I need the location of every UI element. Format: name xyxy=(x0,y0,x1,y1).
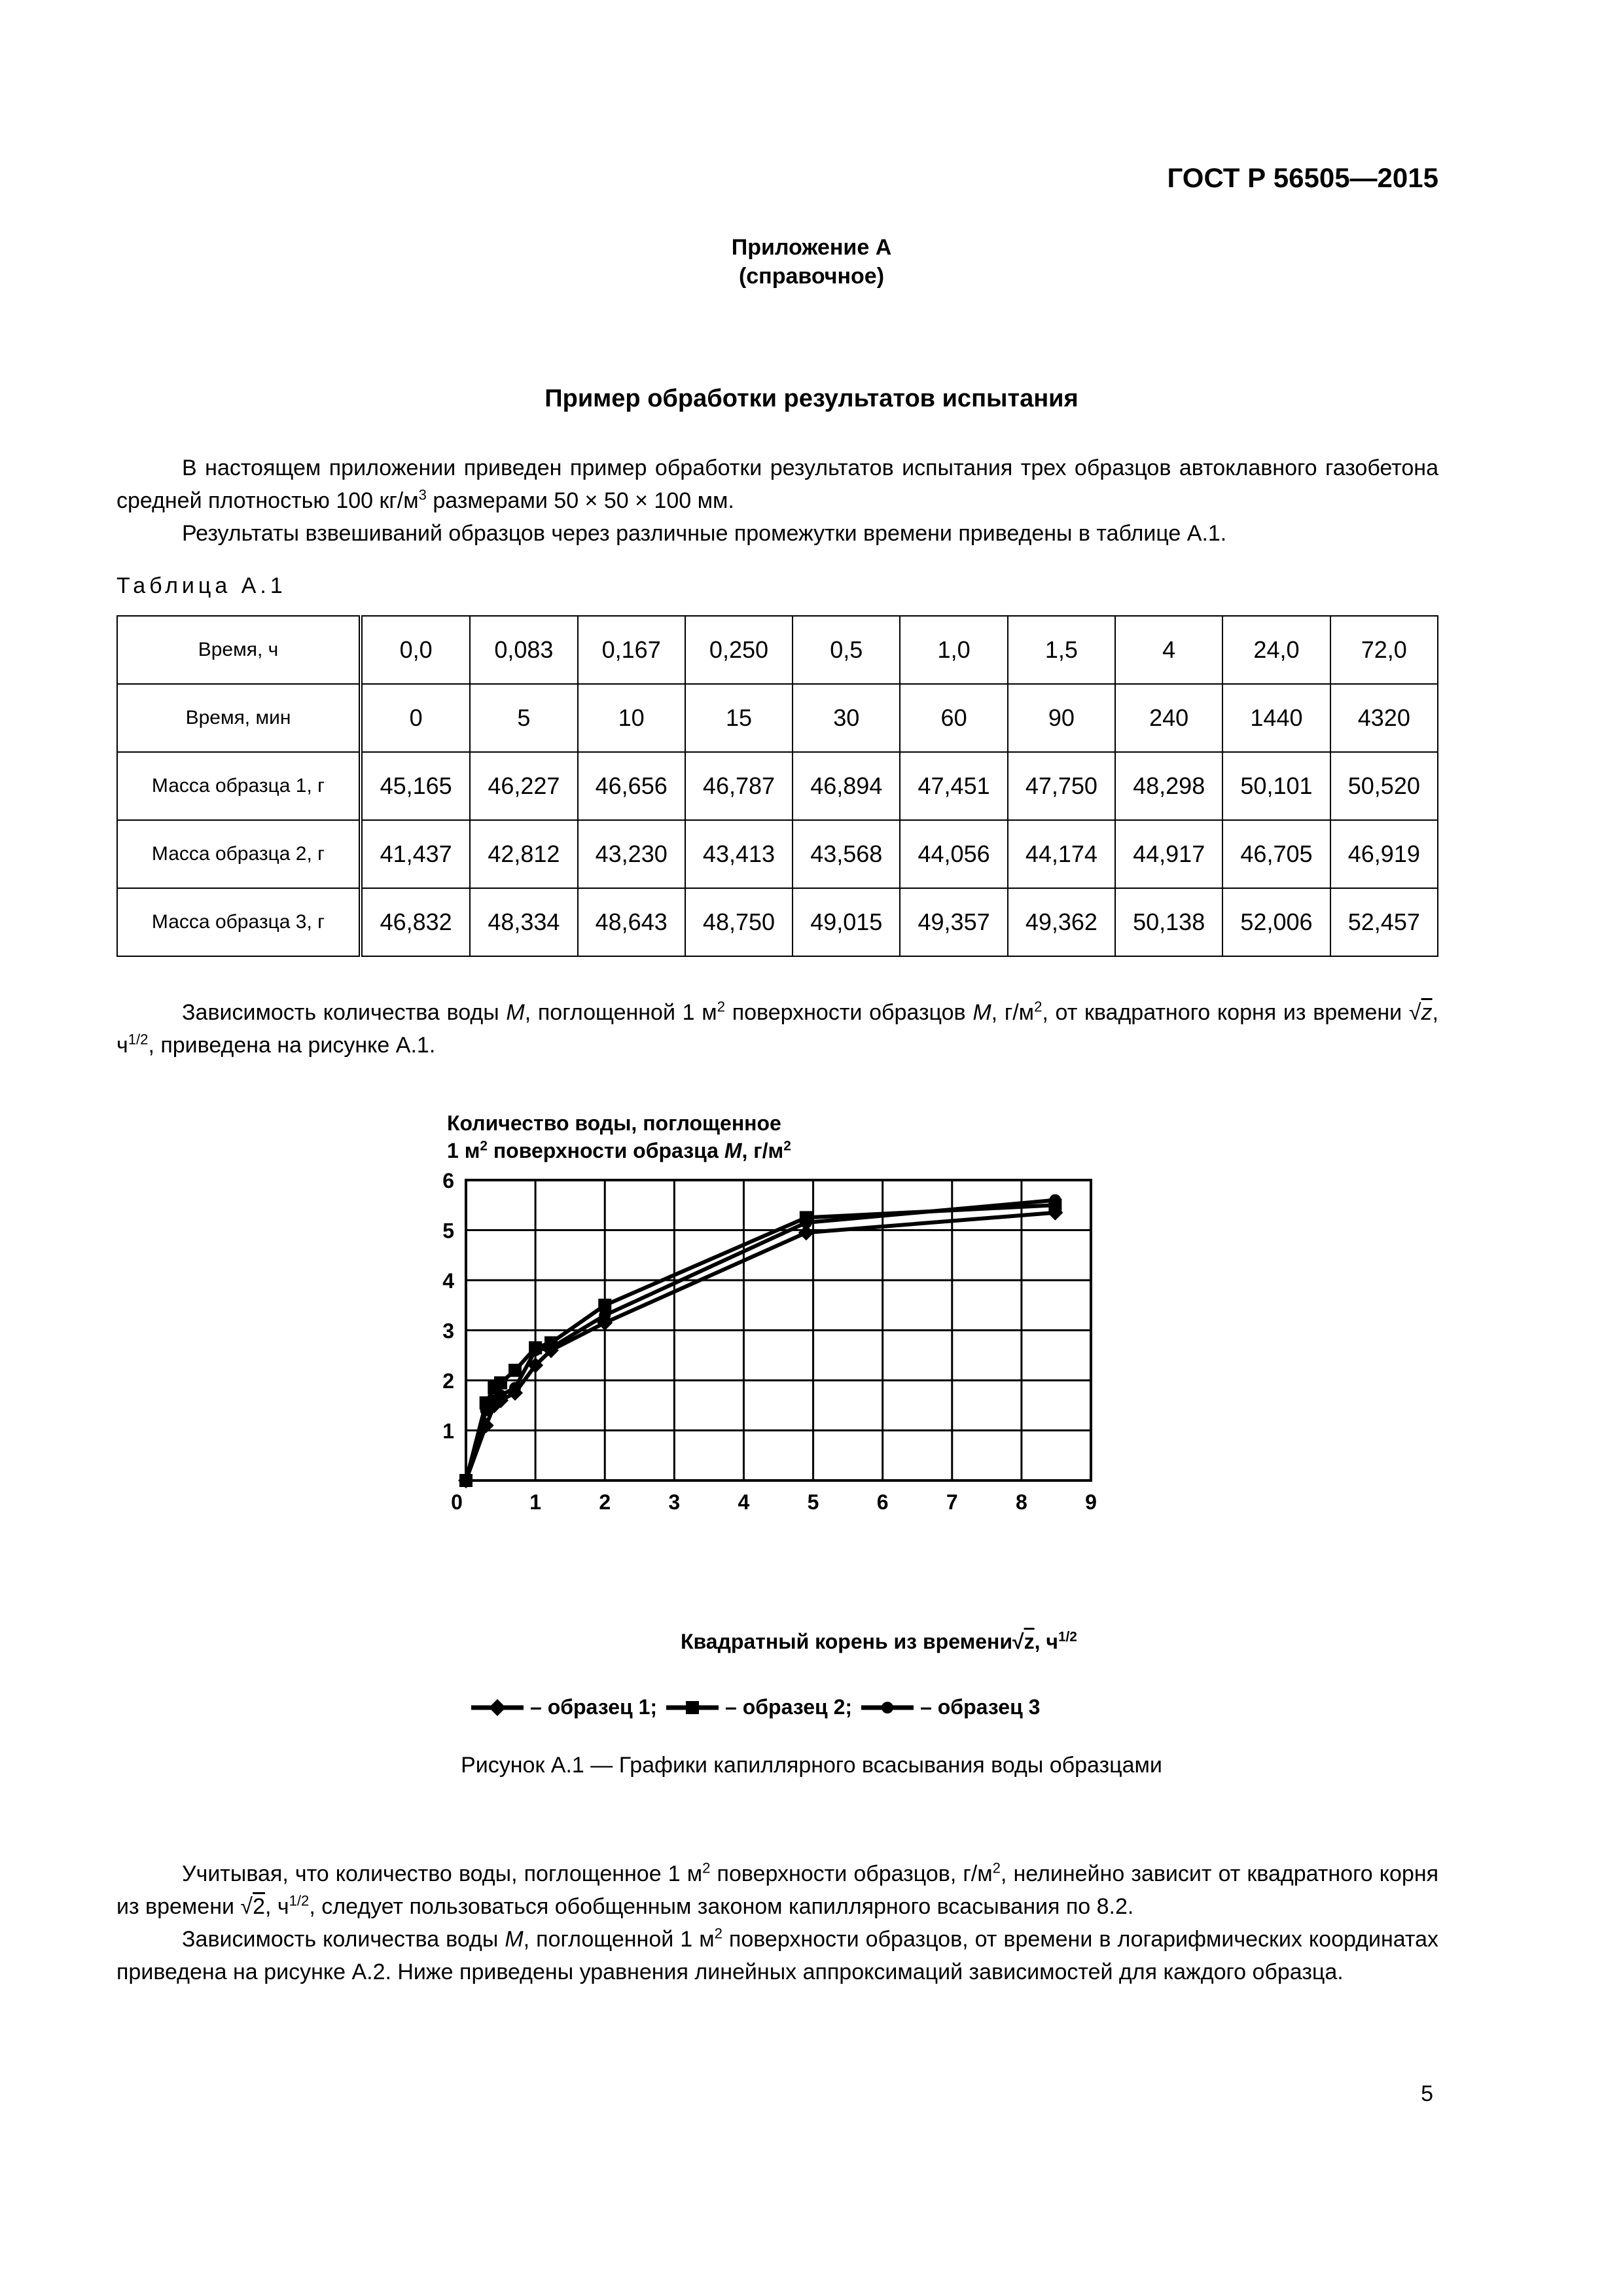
table-cell: 240 xyxy=(1115,684,1222,752)
square-marker-icon xyxy=(508,1364,522,1377)
table-cell: 45,165 xyxy=(361,752,470,820)
table-cell: 47,750 xyxy=(1008,752,1115,820)
chart-y-axis-label: Количество воды, поглощенное 1 $м^2$ поверхности образца M, $г/м^2$ xyxy=(447,1111,791,1162)
intro-paragraph-2: Результаты взвешиваний образцов через различные промежутки времени приведены в таблице А.1. xyxy=(182,521,1227,546)
table-cell: 43,568 xyxy=(793,820,900,888)
table-cell: 4320 xyxy=(1330,684,1438,752)
conclusion-paragraph-1: Учитывая, что количество воды, поглощенное 1 $м^2$ поверхности образцов, $г/м^2$, нелинейно зависит от квадратного корня из времени √2, $ч^{1/2}$, следует пользоваться обобщенным законом капиллярного всасывания по 8.2. xyxy=(116,1859,1439,1919)
table-cell: 49,362 xyxy=(1008,888,1115,956)
row-header: Время, ч xyxy=(117,616,361,684)
table-cell: 44,917 xyxy=(1115,820,1222,888)
conclusion-paragraph-2: Зависимость количества воды M, поглощенной 1 $м^2$ поверхности образцов, от времени в логарифмических координатах приведена на рисунке А.2. Ниже приведены уравнения линейных аппроксимаций зависимостей для каждого образца. xyxy=(116,1925,1438,1984)
x-tick-label: 2 xyxy=(599,1490,611,1514)
circle-marker-icon xyxy=(495,1390,507,1401)
table-cell: 46,894 xyxy=(793,752,900,820)
section-title: Пример обработки результатов испытания xyxy=(544,385,1079,412)
legend-item-sample-2: – образец 2; xyxy=(666,1695,852,1719)
table-cell: 15 xyxy=(685,684,793,752)
table-cell: 0,083 xyxy=(470,616,577,684)
table-cell: 46,227 xyxy=(470,752,577,820)
table-cell: 43,413 xyxy=(685,820,793,888)
conclusion-paragraphs xyxy=(116,1857,1438,1988)
legend-item-sample-1: – образец 1; xyxy=(471,1695,657,1719)
table-cell: 50,520 xyxy=(1330,752,1438,820)
table-cell: 1,0 xyxy=(900,616,1007,684)
table-cell: 48,643 xyxy=(578,888,685,956)
x-tick-label: 0 xyxy=(451,1490,463,1514)
circle-marker-icon xyxy=(509,1382,521,1393)
table-cell: 5 xyxy=(470,684,577,752)
table-cell: 52,457 xyxy=(1330,888,1438,956)
appendix-subtitle: (справочное) xyxy=(738,264,885,289)
y-tick-label: 3 xyxy=(442,1319,454,1343)
y-tick-label: 2 xyxy=(442,1369,454,1393)
table-cell: 48,298 xyxy=(1115,752,1222,820)
table-cell: 49,015 xyxy=(793,888,900,956)
x-tick-label: 5 xyxy=(807,1490,819,1514)
square-marker-icon xyxy=(666,1698,719,1717)
table-cell: 46,705 xyxy=(1222,820,1330,888)
table-cell: 46,656 xyxy=(578,752,685,820)
legend-item-sample-3: – образец 3 xyxy=(861,1695,1040,1719)
table-cell: 41,437 xyxy=(361,820,470,888)
figure-caption: Рисунок А.1 — Графики капиллярного всасывания воды образцами xyxy=(461,1753,1162,1778)
x-tick-label: 6 xyxy=(876,1490,889,1514)
circle-marker-icon xyxy=(800,1217,812,1229)
table-cell: 49,357 xyxy=(900,888,1007,956)
y-tick-label: 6 xyxy=(442,1169,454,1193)
table-cell: 42,812 xyxy=(470,820,577,888)
circle-marker-icon xyxy=(1049,1194,1061,1206)
row-header: Масса образца 1, г xyxy=(117,752,361,820)
diamond-marker-icon xyxy=(471,1698,524,1717)
row-header: Масса образца 3, г xyxy=(117,888,361,956)
figure-intro-paragraph: Зависимость количества воды M, поглощенной 1 $м^2$ поверхности образцов M, $г/м^2$, от квадратного корня из времени √z, $ч^{1/2}$, приведена на рисунке А.1. xyxy=(116,998,1438,1058)
table-cell: 0,250 xyxy=(685,616,793,684)
circle-marker-icon xyxy=(460,1475,472,1486)
table-cell: 0 xyxy=(361,684,470,752)
table-cell: 44,056 xyxy=(900,820,1007,888)
table-cell: 43,230 xyxy=(578,820,685,888)
table-cell: 44,174 xyxy=(1008,820,1115,888)
x-tick-label: 7 xyxy=(946,1490,958,1514)
x-tick-label: 4 xyxy=(738,1490,750,1514)
circle-marker-icon xyxy=(545,1342,557,1354)
circle-marker-icon xyxy=(599,1310,611,1321)
table-cell: 0,0 xyxy=(361,616,470,684)
row-header: Масса образца 2, г xyxy=(117,820,361,888)
table-cell: 48,750 xyxy=(685,888,793,956)
table-cell: 60 xyxy=(900,684,1007,752)
table-cell: 46,919 xyxy=(1330,820,1438,888)
table-cell: 50,138 xyxy=(1115,888,1222,956)
x-tick-label: 1 xyxy=(529,1490,542,1514)
chart-x-axis-label: Квадратный корень из времени√z, $ч^{1/2}$ xyxy=(681,1629,1077,1653)
table-cell: 72,0 xyxy=(1330,616,1438,684)
table-cell: 52,006 xyxy=(1222,888,1330,956)
y-tick-label: 1 xyxy=(442,1419,454,1443)
table-cell: 47,451 xyxy=(900,752,1007,820)
chart-legend xyxy=(471,1695,1040,1719)
table-cell: 30 xyxy=(793,684,900,752)
table-cell: 1,5 xyxy=(1008,616,1115,684)
circle-marker-icon xyxy=(480,1405,492,1416)
table-cell: 0,167 xyxy=(578,616,685,684)
table-cell: 0,5 xyxy=(793,616,900,684)
y-tick-label: 5 xyxy=(442,1219,454,1243)
table-cell: 48,334 xyxy=(470,888,577,956)
table-cell: 10 xyxy=(578,684,685,752)
circle-marker-icon xyxy=(529,1344,541,1356)
page-number: 5 xyxy=(1421,2081,1433,2106)
table-cell: 90 xyxy=(1008,684,1115,752)
x-tick-label: 3 xyxy=(668,1490,681,1514)
row-header: Время, мин xyxy=(117,684,361,752)
intro-paragraph-1: В настоящем приложении приведен пример обработки результатов испытания трех образцов автоклавного газобетона средней плотностью 100 $кг/м^3$ размерами 50 × 50 × 100 мм. xyxy=(116,456,1438,513)
table-cell: 46,832 xyxy=(361,888,470,956)
x-tick-label: 8 xyxy=(1015,1490,1027,1514)
table-cell: 50,101 xyxy=(1222,752,1330,820)
appendix-title: Приложение А xyxy=(731,235,892,260)
square-marker-icon xyxy=(494,1376,507,1390)
standard-code: ГОСТ Р 56505—2015 xyxy=(1167,162,1438,193)
y-tick-label: 4 xyxy=(442,1269,454,1293)
table-cell: 1440 xyxy=(1222,684,1330,752)
table-cell: 4 xyxy=(1115,616,1222,684)
table-cell: 46,787 xyxy=(685,752,793,820)
x-tick-label: 9 xyxy=(1085,1490,1097,1514)
table-cell: 24,0 xyxy=(1222,616,1330,684)
circle-marker-icon xyxy=(861,1698,914,1717)
table-label: Таблица А.1 xyxy=(116,573,287,598)
